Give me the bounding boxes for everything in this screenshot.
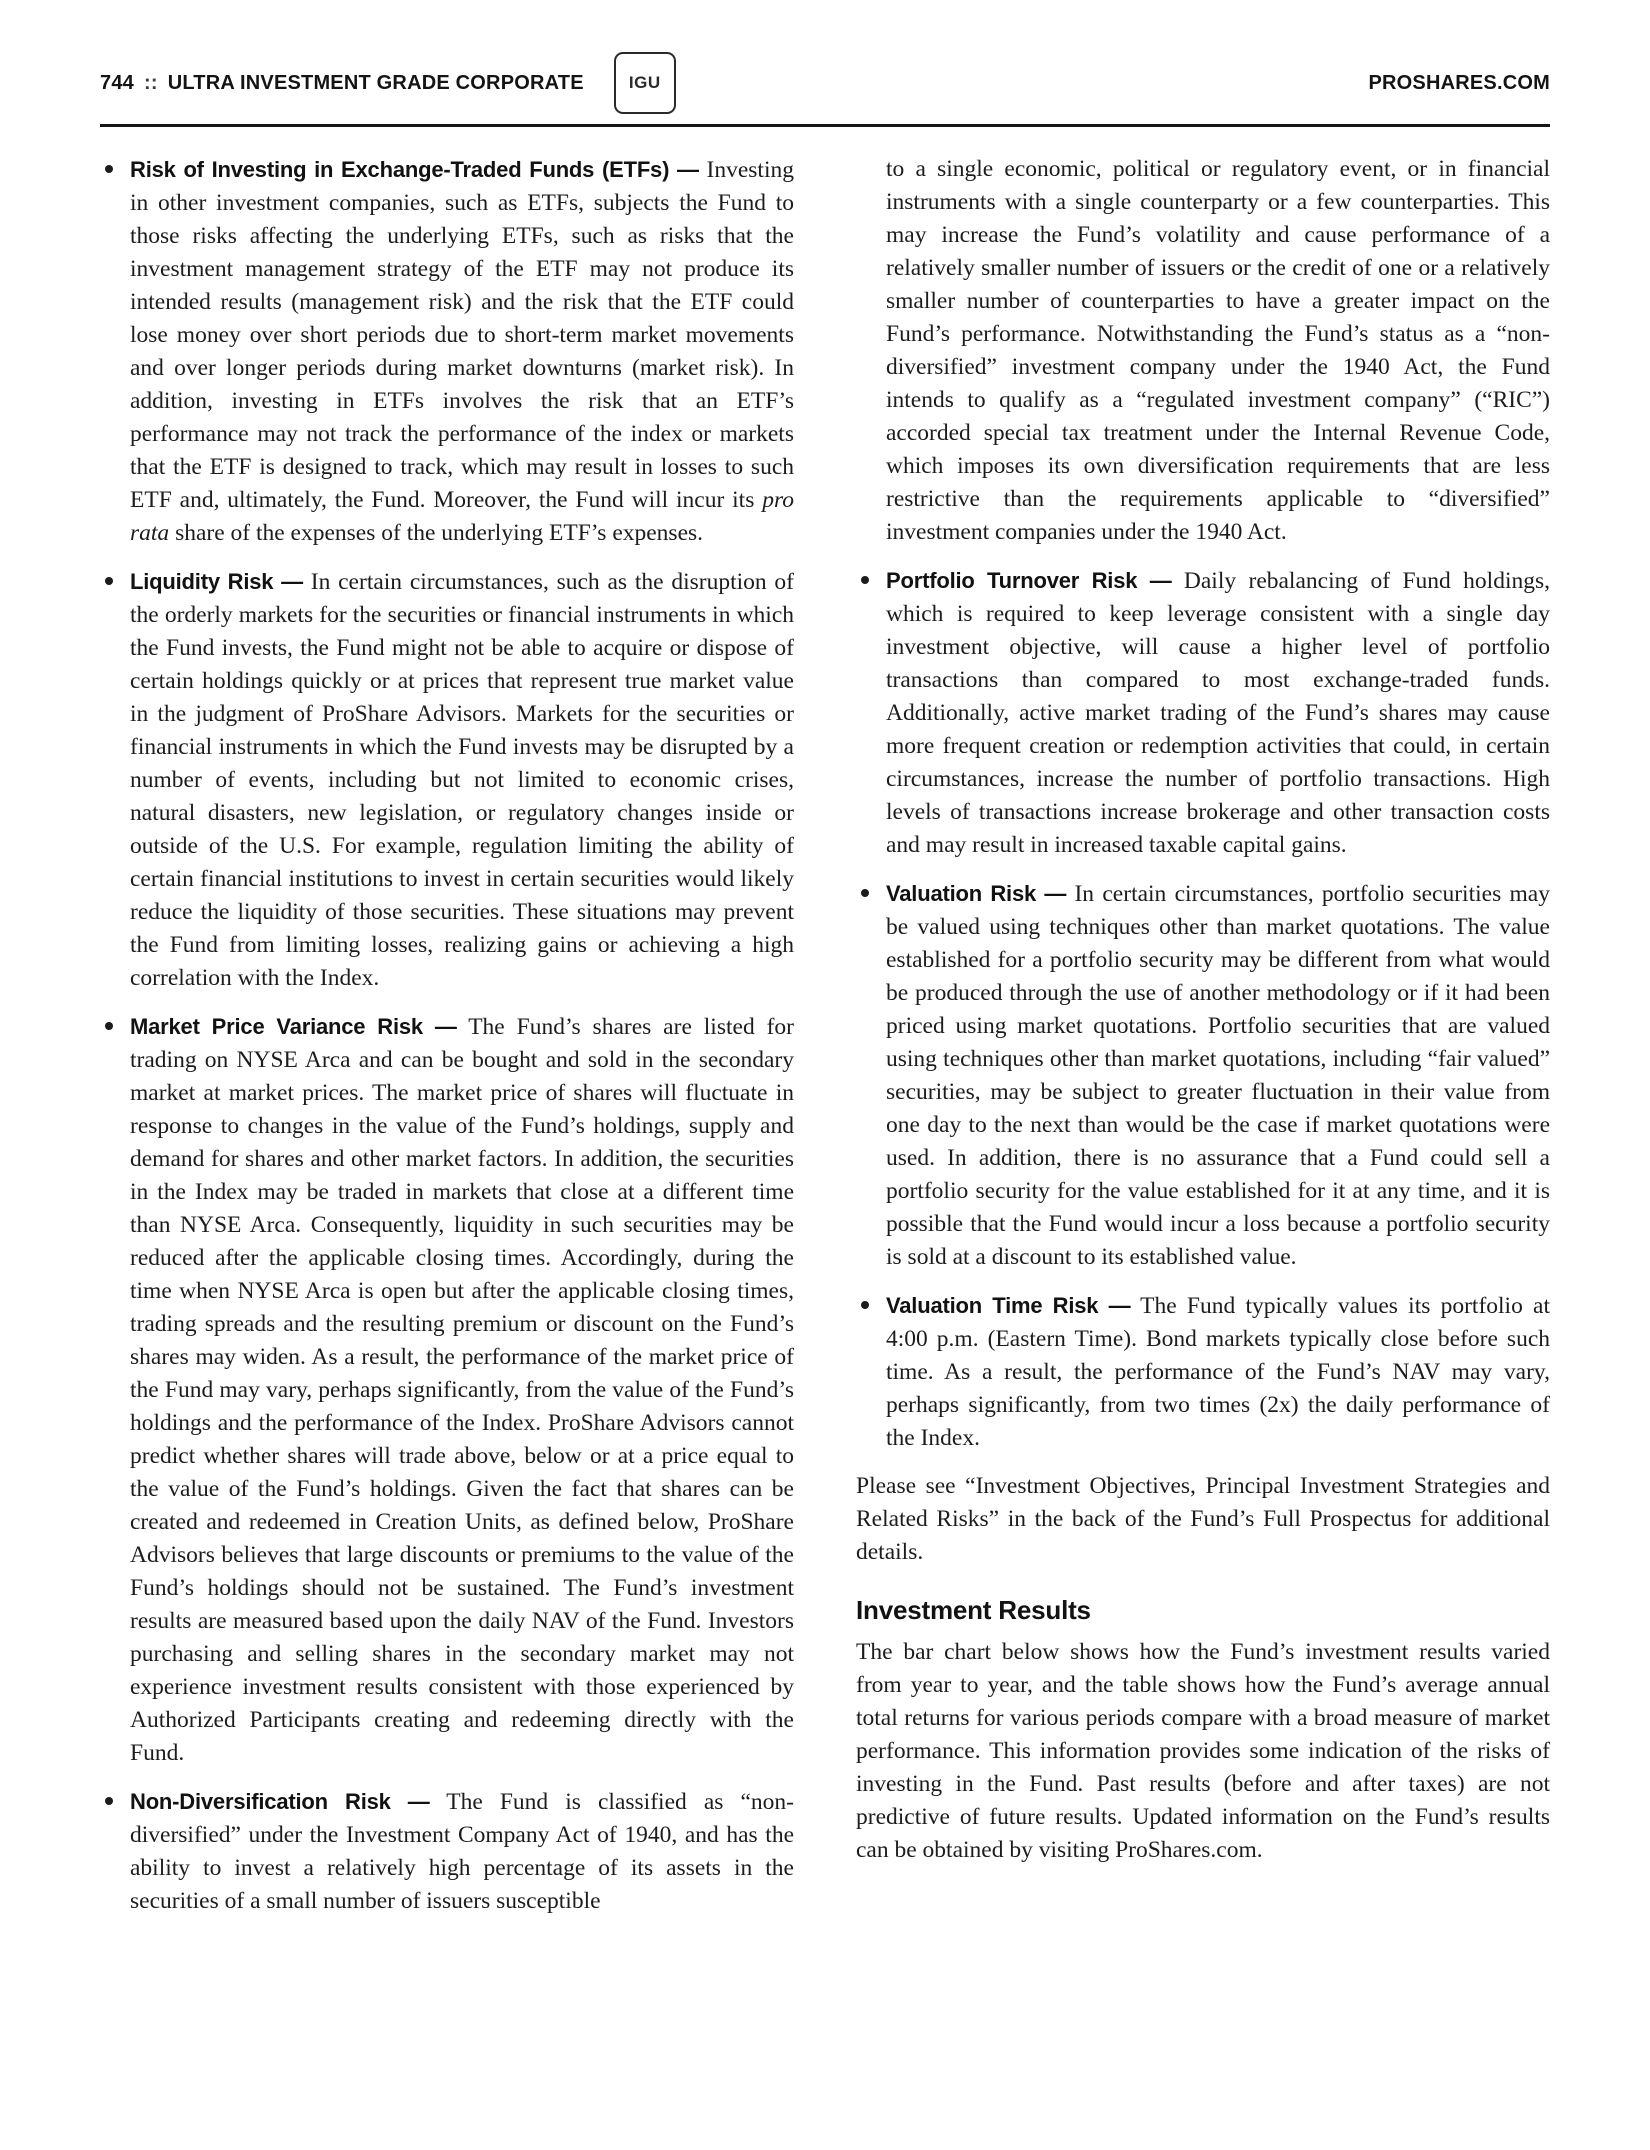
paragraph-text: Risk of Investing in Exchange-Traded Funds (ETFs) — Investing in other investment companies, such as ETFs, subjects the Fund to those risks affecting the underlying ETFs, such as risks that the investment management strategy of the ETF may not produce its intended results (management risk) and the risk that the ETF could lose money over short periods due to short-term market movements and over longer periods during market downturns (market risk). In addition, investing in ETFs involves the risk that an ETF’s performance may not track the performance of the index or markets that the ETF is designed to track, which may result in losses to such ETF and, ultimately, the Fund. Moreover, the Fund will incur its pro rata share of the expenses of the underlying ETF’s expenses. [130, 157, 794, 546]
content-columns [100, 153, 1550, 1933]
risk-bullet [100, 1785, 794, 1918]
fund-title: ULTRA INVESTMENT GRADE CORPORATE [167, 71, 584, 94]
header-separator: :: [143, 71, 158, 94]
risk-label: Portfolio Turnover Risk — [886, 568, 1172, 593]
bullet-icon [105, 1022, 113, 1030]
risk-bullet [856, 877, 1550, 1274]
risk-bullet [100, 153, 794, 550]
paragraph-text: to a single economic, political or regulatory event, or in financial instruments with a single counterparty or a few counterparties. This may increase the Fund’s volatility and cause performance of a relatively smaller number of issuers or the credit of one or a relatively smaller number of counterparties to have a greater impact on the Fund’s performance. Notwithstanding the Fund’s status as a “non-diversified” investment company under the 1940 Act, the Fund intends to qualify as a “regulated investment company” (“RIC”) accorded special tax treatment under the Internal Revenue Code, which imposes its own diversification requirements that are less restrictive than the requirements applicable to “diversified” investment companies under the 1940 Act. [886, 156, 1550, 545]
paragraph-text: Non-Diversification Risk — The Fund is classified as “non-diversified” under the Investment Company Act of 1940, and has the ability to invest a relatively high percentage of its assets in the securities of a small number of issuers susceptible [130, 1789, 794, 1914]
paragraph-text: Valuation Time Risk — The Fund typically values its portfolio at 4:00 p.m. (Eastern Time). Bond markets typically close before such time. As a result, the performance of the Fund’s NAV may vary, perhaps significantly, from two times (2x) the daily performance of the Index. [886, 1293, 1551, 1451]
paragraph-text: Valuation Risk — In certain circumstances, portfolio securities may be valued using techniques other than market quotations. The value established for a portfolio security may be different from what would be produced through the use of another methodology or if it had been priced using market quotations. Portfolio securities that are valued using techniques other than market quotations, including “fair valued” securities, may be subject to greater fluctuation in their value from one day to the next than would be the case if market quotations were used. In addition, there is no assurance that a Fund could sell a portfolio security for the value established for it at any time, and it is possible that the Fund would incur a loss because a portfolio security is sold at a discount to its established value. [886, 881, 1550, 1270]
bullet-icon [861, 1301, 869, 1309]
risk-bullet [100, 1010, 794, 1770]
header-left [100, 72, 584, 95]
risk-label: Risk of Investing in Exchange-Traded Funds (ETFs) — [130, 157, 699, 182]
paragraph [856, 1470, 1550, 1569]
paragraph [856, 153, 1550, 549]
paragraph [856, 1636, 1550, 1867]
bullet-icon [105, 577, 113, 585]
header-rule [100, 124, 1550, 127]
paragraph-text: Market Price Variance Risk — The Fund’s shares are listed for trading on NYSE Arca and can be bought and sold in the secondary market at market prices. The market price of shares will fluctuate in response to changes in the value of the Fund’s holdings, supply and demand for shares and other market factors. In addition, the securities in the Index may be traded in markets that close at a different time than NYSE Arca. Consequently, liquidity in such securities may be reduced after the applicable closing times. Accordingly, during the time when NYSE Arca is open but after the applicable closing times, trading spreads and the resulting premium or discount on the Fund’s shares may widen. As a result, the performance of the market price of the Fund may vary, perhaps significantly, from the value of the Fund’s holdings and the performance of the Index. ProShare Advisors cannot predict whether shares will trade above, below or at a price equal to the value of the Fund’s holdings. Given the fact that shares can be created and redeemed in Creation Units, as defined below, ProShare Advisors believes that large discounts or premiums to the value of the Fund’s holdings should not be sustained. The Fund’s investment results are measured based upon the daily NAV of the Fund. Investors purchasing and selling shares in the secondary market may not experience investment results consistent with those experienced by Authorized Participants creating and redeeming directly with the Fund. [130, 1014, 794, 1766]
paragraph-text: Liquidity Risk — In certain circumstances, such as the disruption of the orderly markets for the securities or financial instruments in which the Fund invests, the Fund might not be able to acquire or dispose of certain holdings quickly or at prices that represent true market value in the judgment of ProShare Advisors. Markets for the securities or financial instruments in which the Fund invests may be disrupted by a number of events, including but not limited to economic crises, natural disasters, new legislation, or regulatory changes inside or outside of the U.S. For example, regulation limiting the ability of certain financial institutions to invest in certain securities would likely reduce the liquidity of those securities. These situations may prevent the Fund from limiting losses, realizing gains or achieving a high correlation with the Index. [130, 569, 794, 991]
bullet-icon [861, 889, 869, 897]
bullet-icon [861, 576, 869, 584]
risk-label: Liquidity Risk — [130, 569, 303, 594]
risk-label: Market Price Variance Risk — [130, 1014, 457, 1039]
paragraph-text: Portfolio Turnover Risk — Daily rebalancing of Fund holdings, which is required to keep leverage consistent with a single day investment objective, will cause a higher level of portfolio transactions than compared to most exchange-traded funds. Additionally, active market trading of the Fund’s shares may cause more frequent creation or redemption activities that could, in certain circumstances, increase the number of portfolio transactions. High levels of transactions increase brokerage and other transaction costs and may result in increased taxable capital gains. [886, 568, 1550, 858]
website-text: PROSHARES.COM [1368, 71, 1550, 94]
paragraph-text: Please see “Investment Objectives, Principal Investment Strategies and Related Risks” in the back of the Fund’s Full Prospectus for additional details. [856, 1473, 1550, 1565]
risk-label: Non-Diversification Risk — [130, 1789, 430, 1814]
risk-bullet [856, 1289, 1550, 1455]
bullet-icon [105, 165, 113, 173]
ticker-label: IGU [628, 73, 661, 92]
risk-bullet [856, 564, 1550, 862]
ticker-badge [614, 52, 676, 114]
page-header [100, 52, 1550, 114]
risk-label: Valuation Risk — [886, 881, 1067, 906]
bullet-icon [105, 1797, 113, 1805]
risk-label: Valuation Time Risk — [886, 1293, 1131, 1318]
left-column [100, 153, 794, 1933]
section-heading: Investment Results [856, 1595, 1091, 1625]
page-number: 744 [100, 71, 134, 94]
paragraph-text: The bar chart below shows how the Fund’s investment results varied from year to year, and the table shows how the Fund’s average annual total returns for various periods compare with a broad measure of market performance. This information provides some indication of the risks of investing in the Fund. Past results (before and after taxes) are not predictive of future results. Updated information on the Fund’s results can be obtained by visiting ProShares.com. [856, 1639, 1550, 1863]
right-column [856, 153, 1550, 1933]
risk-bullet [100, 565, 794, 995]
